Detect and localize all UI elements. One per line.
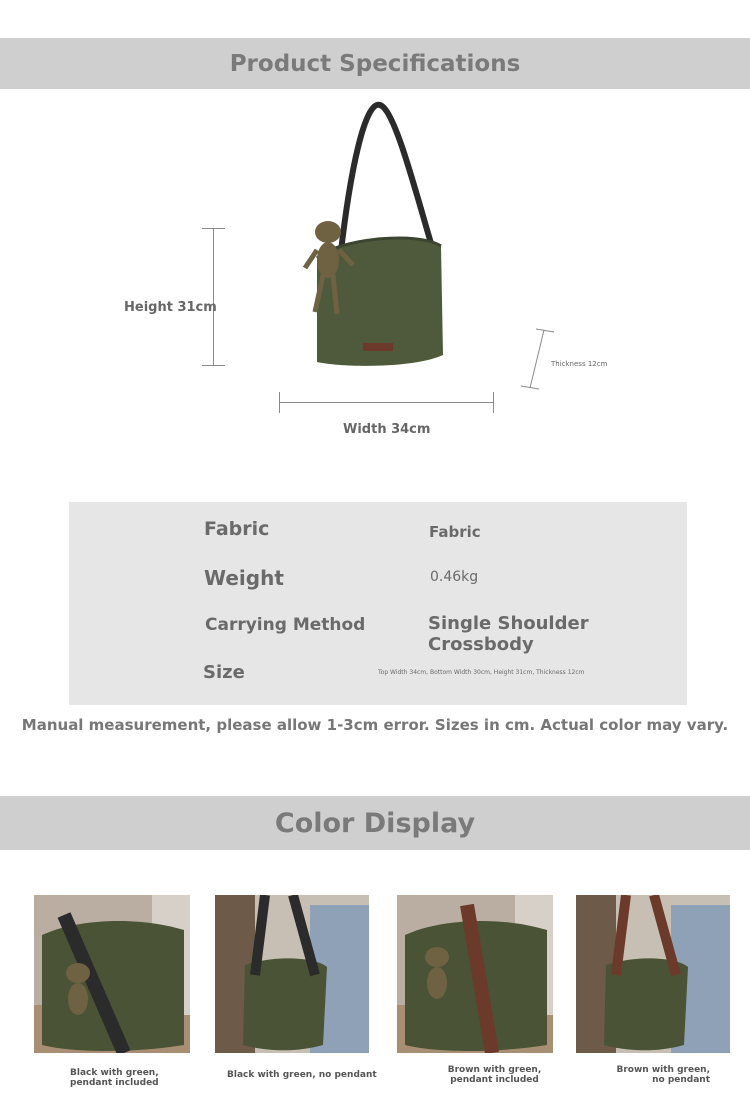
spec-label-size: Size (203, 662, 245, 683)
variant-caption-brown-no-pendant: Brown with green, no pendant (616, 1065, 710, 1085)
spec-label-carrying-method: Carrying Method (205, 615, 366, 635)
spec-label-fabric: Fabric (204, 518, 270, 540)
width-dimension-line (279, 402, 494, 403)
height-dimension-bottom-cap (202, 365, 225, 366)
spec-table (69, 502, 687, 705)
product-image (295, 100, 455, 375)
spec-value-fabric: Fabric (429, 523, 481, 541)
variant-photo-brown-no-pendant[interactable] (576, 895, 730, 1053)
spec-value-size: Top Width 34cm, Bottom Width 30cm, Height 31cm, Thickness 12cm (378, 669, 585, 676)
spec-section-title: Product Specifications (0, 38, 750, 89)
variant-photo-brown-pendant[interactable] (397, 895, 553, 1053)
thickness-label: Thickness 12cm (551, 360, 608, 368)
width-dimension-right-cap (493, 392, 494, 413)
variant-caption-brown-pendant: Brown with green, pendant included (447, 1065, 542, 1085)
variant-photo-black-pendant[interactable] (34, 895, 190, 1053)
spec-label-weight: Weight (204, 566, 284, 590)
variant-photo-black-no-pendant[interactable] (215, 895, 369, 1053)
spec-value-weight: 0.46kg (430, 569, 479, 585)
width-label: Width 34cm (343, 422, 431, 437)
color-section-title: Color Display (0, 796, 750, 850)
spec-value-carrying-method: Single Shoulder Crossbody (428, 613, 589, 655)
height-dimension-line (213, 228, 214, 366)
variant-caption-black-pendant: Black with green, pendant included (70, 1068, 159, 1088)
variant-caption-black-no-pendant: Black with green, no pendant (227, 1070, 377, 1080)
width-dimension-left-cap (279, 392, 280, 413)
measurement-note: Manual measurement, please allow 1-3cm error. Sizes in cm. Actual color may vary. (21, 716, 729, 734)
height-label: Height 31cm (124, 300, 217, 315)
height-dimension-top-cap (202, 228, 225, 229)
thickness-dimension-line (518, 326, 558, 392)
